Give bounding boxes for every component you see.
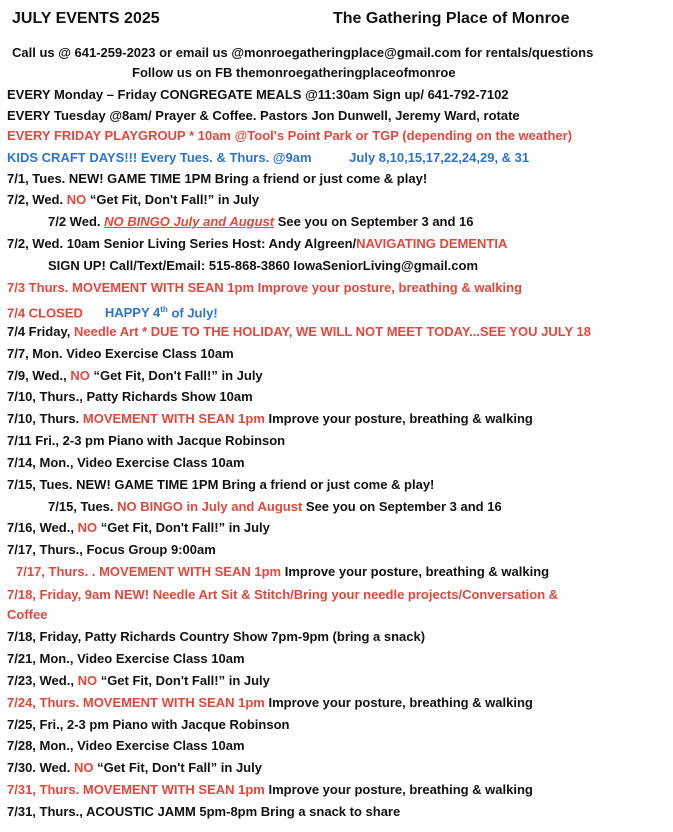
contact-line: Call us @ 641-259-2023 or email us @monroegatheringplace@gmail.com for rentals/questions	[12, 45, 594, 60]
event-row: 7/10, Thurs. MOVEMENT WITH SEAN 1pm Improve your posture, breathing & walking	[7, 411, 533, 426]
facebook-line: Follow us on FB themonroegatheringplaceofmonroe	[132, 65, 456, 80]
kids-craft-days: KIDS CRAFT DAYS!!! Every Tues. & Thurs. @9am	[7, 150, 312, 165]
event-row: 7/18, Friday, 9am NEW! Needle Art Sit & Stitch/Bring your needle projects/Conversation &	[7, 587, 559, 602]
playgroup-line: EVERY FRIDAY PLAYGROUP * 10am @Tool's Point Park or TGP (depending on the weather)	[7, 128, 573, 143]
prayer-line: EVERY Tuesday @8am/ Prayer & Coffee. Pastors Jon Dunwell, Jeremy Ward, rotate	[7, 108, 520, 123]
event-row: 7/2 Wed. NO BINGO July and August See you on September 3 and 16	[48, 214, 474, 229]
event-row: 7/31, Thurs., ACOUSTIC JAMM 5pm-8pm Bring a snack to share	[7, 804, 401, 819]
event-row: 7/17, Thurs., Focus Group 9:00am	[7, 542, 216, 557]
meals-line: EVERY Monday – Friday CONGREGATE MEALS @11:30am Sign up/ 641-792-7102	[7, 87, 509, 102]
event-row: 7/2, Wed. NO “Get Fit, Don't Fall!” in July	[7, 192, 260, 207]
event-row: 7/15, Tues. NEW! GAME TIME 1PM Bring a friend or just come & play!	[7, 477, 435, 492]
event-row: 7/18, Friday, Patty Richards Country Show 7pm-9pm (bring a snack)	[7, 629, 426, 644]
event-row: 7/28, Mon., Video Exercise Class 10am	[7, 738, 245, 753]
kids-craft-dates: July 8,10,15,17,22,24,29, & 31	[349, 150, 530, 165]
event-row: 7/21, Mon., Video Exercise Class 10am	[7, 651, 245, 666]
event-row: 7/4 Friday, Needle Art * DUE TO THE HOLIDAY, WE WILL NOT MEET TODAY...SEE YOU JULY 18	[7, 324, 591, 339]
kids-craft-line	[7, 149, 529, 167]
event-row: 7/24, Thurs. MOVEMENT WITH SEAN 1pm Improve your posture, breathing & walking	[7, 695, 533, 710]
title-right: The Gathering Place of Monroe	[333, 10, 570, 27]
event-row: 7/9, Wed., NO “Get Fit, Don't Fall!” in July	[7, 368, 263, 383]
event-row: 7/31, Thurs. MOVEMENT WITH SEAN 1pm Improve your posture, breathing & walking	[7, 782, 533, 797]
event-row: 7/23, Wed., NO “Get Fit, Don't Fall!” in July	[7, 673, 270, 688]
event-row: 7/4 CLOSED HAPPY 4th of July!	[7, 305, 218, 321]
event-row: 7/3 Thurs. MOVEMENT WITH SEAN 1pm Improve your posture, breathing & walking	[7, 280, 523, 295]
event-row: 7/17, Thurs. . MOVEMENT WITH SEAN 1pm Improve your posture, breathing & walking	[16, 564, 550, 579]
event-row: 7/25, Fri., 2-3 pm Piano with Jacque Robinson	[7, 717, 290, 732]
event-row: 7/1, Tues. NEW! GAME TIME 1PM Bring a friend or just come & play!	[7, 171, 428, 186]
event-row: SIGN UP! Call/Text/Email: 515-868-3860 IowaSeniorLiving@gmail.com	[48, 258, 479, 273]
event-row: 7/2, Wed. 10am Senior Living Series Host: Andy Algreen/NAVIGATING DEMENTIA	[7, 236, 508, 251]
event-row: 7/15, Tues. NO BINGO in July and August See you on September 3 and 16	[48, 499, 502, 514]
event-row: 7/14, Mon., Video Exercise Class 10am	[7, 455, 245, 470]
event-row: 7/11 Fri., 2-3 pm Piano with Jacque Robinson	[7, 433, 286, 448]
event-row: 7/30. Wed. NO “Get Fit, Don't Fall” in July	[7, 760, 262, 775]
title-left: JULY EVENTS 2025	[12, 10, 160, 27]
event-row: Coffee	[7, 607, 48, 622]
event-row: 7/16, Wed., NO “Get Fit, Don't Fall!” in July	[7, 520, 270, 535]
event-row: 7/7, Mon. Video Exercise Class 10am	[7, 346, 234, 361]
event-row: 7/10, Thurs., Patty Richards Show 10am	[7, 389, 253, 404]
